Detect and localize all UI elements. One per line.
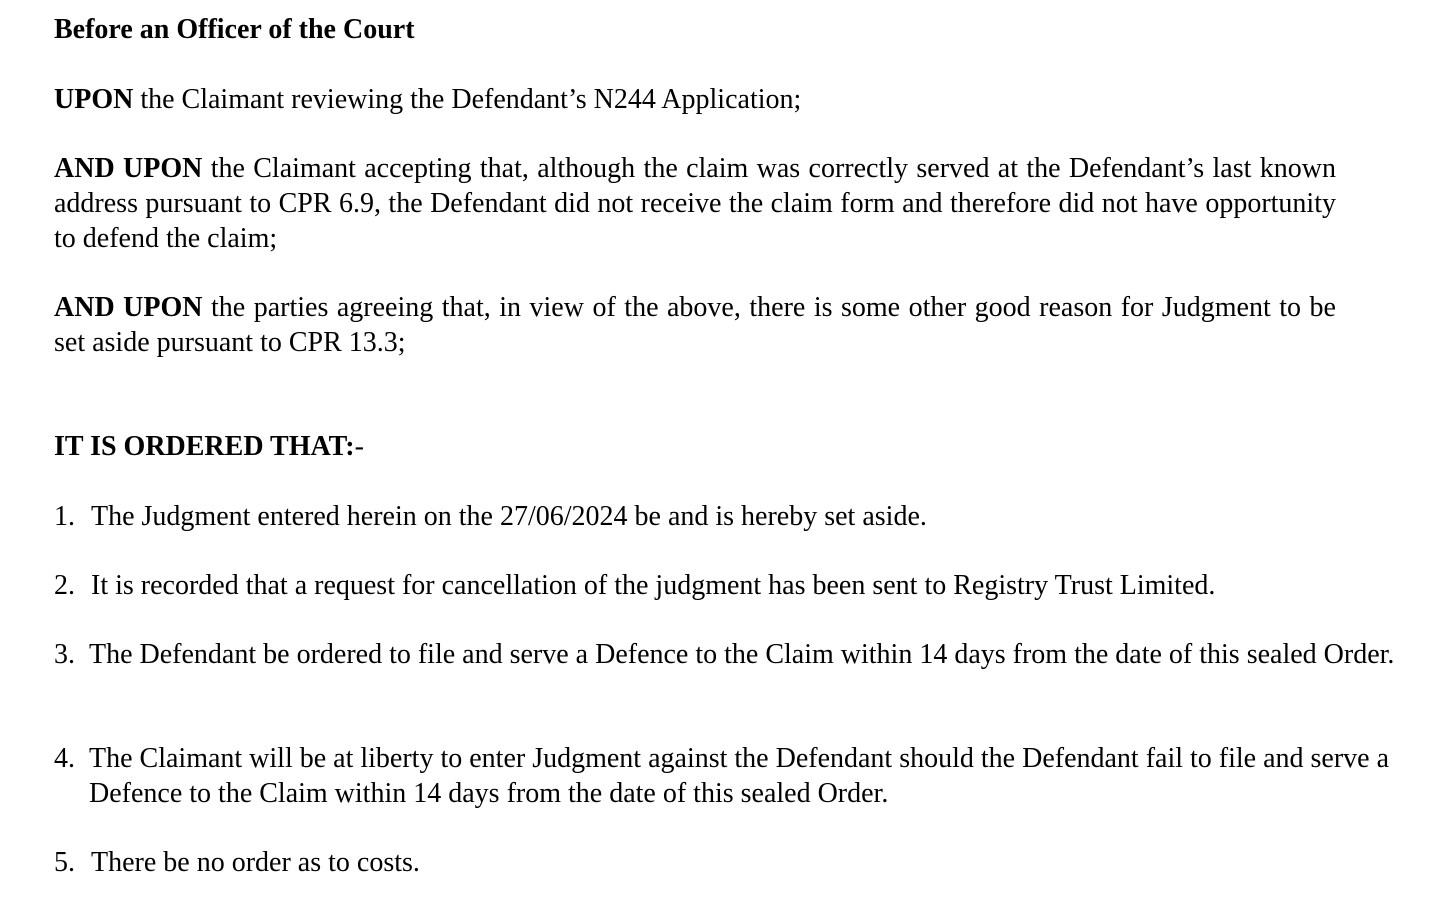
order-text: The Defendant be ordered to file and serve a Defence to the Claim within 14 days from the date of this sealed Order. <box>89 639 1395 670</box>
order-number: 2. <box>54 570 75 601</box>
order-item-4 <box>54 741 1424 811</box>
order-number: 3. <box>54 639 75 670</box>
order-heading <box>54 429 364 464</box>
recital-1 <box>54 82 801 117</box>
recital-text: the Claimant accepting that, although the claim was correctly served at the Defendant’s last known address pursuant to CPR 6.9, the Defendant did not receive the claim form and therefore did not have opportunity to defend the claim; <box>54 153 1336 254</box>
order-number: 5. <box>54 847 75 878</box>
order-item-5 <box>54 845 1424 880</box>
order-item-1 <box>54 499 1424 534</box>
recital-text: the parties agreeing that, in view of the above, there is some other good reason for Judgment to be set aside pursuant to CPR 13.3; <box>54 292 1336 358</box>
recital-2 <box>54 151 1336 256</box>
order-text: There be no order as to costs. <box>91 847 420 878</box>
order-text: The Judgment entered herein on the 27/06/2024 be and is hereby set aside. <box>91 501 927 532</box>
order-item-3 <box>54 637 1424 672</box>
order-item-2 <box>54 568 1424 603</box>
document-heading: Before an Officer of the Court <box>54 14 415 45</box>
recital-keyword: UPON <box>54 84 134 115</box>
recital-text: the Claimant reviewing the Defendant’s N244 Application; <box>133 84 802 115</box>
order-heading-bold: IT IS ORDERED THAT: <box>54 431 355 462</box>
order-number: 4. <box>54 743 75 774</box>
order-number: 1. <box>54 501 75 532</box>
order-text: It is recorded that a request for cancellation of the judgment has been sent to Registry Trust Limited. <box>91 570 1216 601</box>
recital-3 <box>54 290 1336 360</box>
recital-keyword: AND UPON <box>54 292 203 323</box>
order-heading-suffix: - <box>354 431 364 462</box>
recital-keyword: AND UPON <box>54 153 203 184</box>
order-text: The Claimant will be at liberty to enter Judgment against the Defendant should the Defendant fail to file and serve a Defence to the Claim within 14 days from the date of this sealed Order. <box>89 743 1390 809</box>
